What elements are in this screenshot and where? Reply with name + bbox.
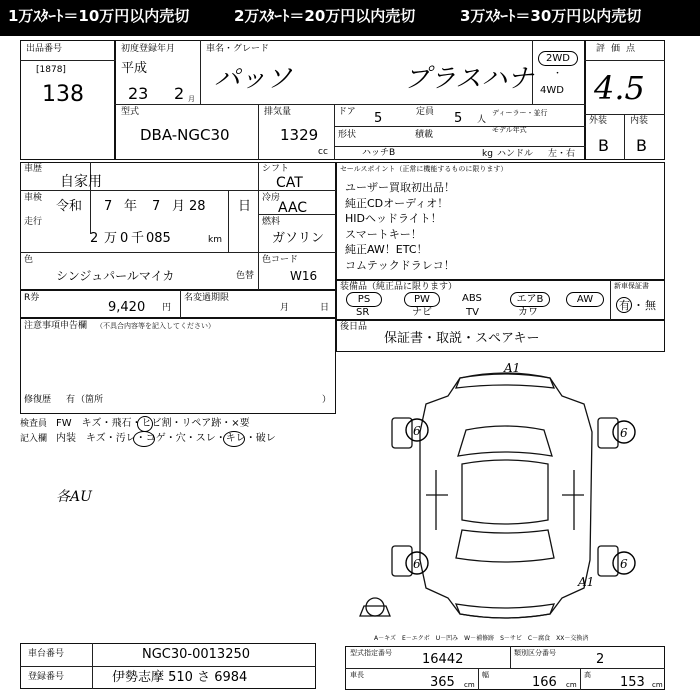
front-tire-right (598, 418, 618, 448)
capacity-label: 定員 (416, 107, 435, 117)
grade-int: B (636, 136, 647, 155)
equip-aw-circled (566, 292, 604, 307)
car-name: パッソ (214, 64, 293, 94)
registration-month: 2 (174, 84, 185, 103)
registration-era: 平成 (121, 61, 148, 76)
width-label: 幅 (482, 671, 489, 679)
doors-label: ドア (338, 107, 356, 117)
car-name-label: 車名・グレード (206, 44, 270, 54)
length-value: 365 (430, 675, 455, 690)
grade-ext: B (598, 136, 609, 155)
model-year-label: モデル年式 (492, 126, 527, 134)
inspector-row-2: 内装 キズ・汚レ・コゲ・穴・スレ・キレ・破レ (56, 433, 276, 444)
chip-circle-mark (137, 416, 153, 432)
mileage-sen-unit: 千 (131, 231, 145, 246)
car-diagram (340, 360, 670, 625)
notes-sub: （不具合内容等を記入してください） (96, 322, 215, 330)
sales-item: ユーザー買取初出品！ (345, 181, 455, 194)
drive-4wd: 4WD (540, 85, 564, 96)
grade-int-label: 内装 (630, 116, 649, 126)
height-value: 153 (620, 675, 645, 690)
diagram-mark: 6 (620, 557, 628, 571)
type-designation-value: 16442 (422, 652, 464, 667)
model-value: DBA-NGC30 (140, 126, 230, 144)
inspector-label-1: 検査員 (20, 419, 48, 429)
inspection-month-unit: 月 (172, 199, 186, 214)
stain-circle-mark (133, 431, 155, 447)
diagram-mark: 6 (413, 424, 421, 438)
fuel-label: 燃料 (262, 217, 281, 227)
width-value: 166 (532, 675, 557, 690)
load-label: 積載 (415, 130, 434, 140)
displacement-label: 排気量 (264, 107, 292, 117)
mileage-man: 2 (90, 231, 99, 246)
repair-value: 有 (66, 395, 76, 405)
mileage-label: 走行 (24, 217, 43, 227)
spare-tire-icon (366, 598, 384, 616)
diagram-mark: A1 (578, 575, 595, 589)
diagram-mark: A1 (504, 361, 521, 375)
car-grade: プラスハナ (404, 64, 534, 94)
fuel-value: ガソリン (272, 231, 325, 246)
inspection-day-unit: 日 (238, 199, 252, 214)
color-value: シンジュパールマイカ (56, 269, 175, 283)
handle-value: 左・右 (548, 149, 576, 159)
mileage-unit: km (208, 235, 222, 245)
repair-label: 修復歴 (24, 395, 52, 405)
displacement-value: 1329 (280, 126, 319, 144)
sales-item: 純正AW！ETC！ (345, 243, 428, 257)
registration-label: 初度登録年月 (121, 44, 176, 54)
warranty-dot: ・ (633, 299, 644, 312)
equip-item-top: エアB (516, 294, 544, 305)
height-label: 高 (584, 671, 591, 679)
inspection-year: 7 (104, 199, 113, 214)
equip-pw-circled (404, 292, 440, 307)
rear-window (456, 530, 554, 562)
damage-legend: A－キズ E－エクボ U－凹み W－補修跡 S－サビ C－腐食 XX－交換済 (374, 635, 589, 642)
drive-2wd: 2WD (546, 53, 570, 64)
inspection-year-unit: 年 (124, 199, 138, 214)
recycle-unit: 円 (162, 303, 172, 313)
usage-label: 車歴 (24, 164, 43, 174)
chassis-value: NGC30-0013250 (142, 647, 251, 662)
notes-label: 注意事項申告欄 (24, 321, 88, 331)
sales-label: セールスポイント（正常に機能するものに限ります） (340, 165, 508, 173)
load-unit: kg (482, 149, 493, 159)
registration-year: 23 (128, 84, 149, 103)
drive-2wd-circled (538, 51, 578, 66)
mileage-sen-digit: 0 (120, 231, 129, 246)
equipment-label: 装備品（純正品に限ります） (340, 282, 458, 292)
grade-score: 4.5 (594, 69, 645, 107)
category-number-value: 2 (596, 652, 605, 667)
roof (462, 460, 548, 524)
repair-close: ） (322, 395, 332, 405)
equip-item-top: PW (414, 294, 430, 305)
color-code-label: 色コード (262, 255, 299, 265)
warranty-label: 新車保証書 (614, 282, 649, 290)
sales-item: 純正CDオーディオ！ (345, 196, 449, 210)
color-label: 色 (24, 255, 34, 265)
rear-tire-right (598, 546, 618, 576)
odo-change-label: 名変過期限 (184, 293, 230, 303)
banner-rule-1: 1万ｽﾀｰﾄ＝10万円以内売切 (8, 7, 190, 25)
aircon-value: AAC (278, 200, 308, 216)
shape-label: 形状 (338, 130, 357, 140)
rear-items-value: 保証書・取説・スペアキー (384, 331, 540, 346)
banner-rule-2: 2万ｽﾀｰﾄ＝20万円以内売切 (234, 7, 416, 25)
inspection-label: 車検 (24, 193, 43, 203)
price-banner (0, 0, 700, 36)
shift-label: シフト (262, 164, 290, 174)
lot-sub: [1878] (36, 65, 66, 75)
shape-value: ハッチB (362, 148, 396, 158)
sales-item: コムテックドラレコ！ (345, 258, 455, 272)
inspection-day: 28 (189, 199, 206, 214)
capacity-value: 5 (454, 111, 463, 126)
color-code: W16 (290, 269, 318, 283)
plate-label: 登録番号 (28, 672, 65, 682)
sales-item: HIDヘッドライト！ (345, 212, 442, 226)
inspector-row-1: FW キズ・飛石・ヒビ割・リペア跡・×要 (56, 418, 250, 429)
color-num-label: 色替 (236, 271, 255, 281)
doors-value: 5 (374, 111, 383, 126)
recycle-label: R券 (24, 293, 40, 303)
diagram-mark: 6 (413, 557, 421, 571)
diagram-mark: 6 (620, 426, 628, 440)
width-unit: cm (566, 681, 577, 689)
rear-items-label: 後日品 (340, 322, 368, 332)
type-designation-label: 型式指定番号 (350, 649, 392, 657)
equip-item-bottom: TV (466, 307, 479, 318)
drive-dot: ・ (553, 69, 563, 79)
usage-value: 自家用 (60, 174, 102, 190)
equip-item-top: ABS (462, 293, 482, 304)
category-number-label: 類別区分番号 (514, 649, 556, 657)
grade-ext-label: 外装 (589, 116, 608, 126)
inspection-month: 7 (152, 199, 161, 214)
inspection-era: 令和 (56, 199, 83, 214)
windshield (458, 426, 552, 456)
warranty-no: 無 (645, 299, 656, 312)
equip-ps-circled (346, 292, 382, 307)
equip-airbag-circled (510, 292, 550, 307)
length-label: 車長 (350, 671, 364, 679)
odo-change-day: 日 (320, 303, 330, 313)
recycle-value: 9,420 (108, 300, 146, 315)
mileage-rest: 085 (146, 231, 171, 246)
equip-item-top: AW (576, 294, 594, 305)
equip-item-bottom: ナビ (412, 307, 432, 318)
plate-value: 伊勢志摩 510 さ 6984 (112, 670, 248, 685)
front-bumper (456, 374, 554, 388)
warranty-yes: 有 (619, 299, 630, 312)
chassis-label: 車台番号 (28, 649, 65, 659)
capacity-unit: 人 (477, 115, 487, 125)
odo-change-month: 月 (280, 303, 290, 313)
sales-list (345, 180, 455, 274)
rear-bumper (456, 604, 554, 618)
lot-number: 138 (42, 82, 84, 107)
lot-label: 出品番号 (26, 44, 63, 54)
equip-item-top: PS (357, 294, 371, 305)
sales-item: スマートキー！ (345, 227, 422, 241)
inspector-label-2: 記入欄 (20, 434, 48, 444)
banner-rule-3: 3万ｽﾀｰﾄ＝30万円以内売切 (460, 7, 642, 25)
registration-month-unit: 月 (188, 95, 195, 103)
dealer-label: ディーラー・並行 (492, 109, 548, 117)
length-unit: cm (464, 681, 475, 689)
displacement-unit: cc (318, 147, 328, 157)
equip-item-bottom: SR (356, 307, 370, 318)
handle-label: ハンドル (497, 149, 534, 159)
grade-label: 評価点 (596, 44, 642, 54)
mileage-man-unit: 万 (104, 231, 118, 246)
shift-value: CAT (276, 175, 303, 191)
handwritten-note: 各AU (56, 489, 92, 505)
equip-item-bottom: カワ (518, 307, 538, 318)
aircon-label: 冷房 (262, 193, 281, 203)
wear-circle-mark (223, 431, 245, 447)
repair-bracket: （箇所 (76, 395, 104, 405)
model-label: 型式 (121, 107, 140, 117)
height-unit: cm (652, 681, 663, 689)
